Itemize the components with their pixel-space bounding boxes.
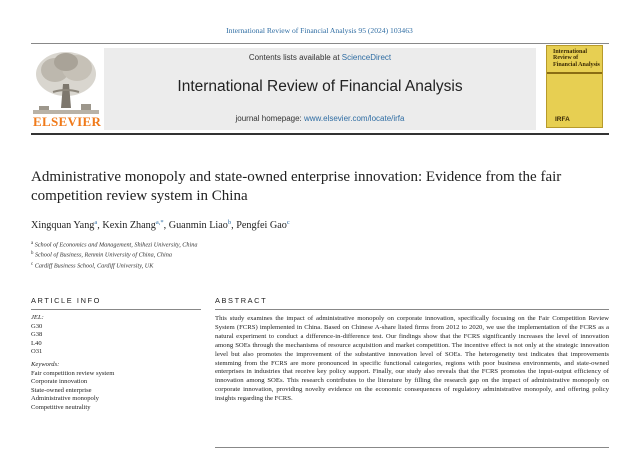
keyword-item: State-owned enterprise [31,386,92,394]
keyword-item: Fair competition review system [31,369,115,377]
affiliation-item [31,250,197,260]
journal-title[interactable]: International Review of Financial Analysis [177,78,463,95]
author-name[interactable]: Kexin Zhang [102,220,156,231]
header-bottom-rule [31,133,609,135]
author-name[interactable]: Xingquan Yang [31,220,95,231]
cover-band [547,72,602,74]
jel-label: JEL: [31,314,44,321]
jel-code: L40 [31,339,42,347]
abstract-heading: ABSTRACT [215,296,268,305]
keywords-label: Keywords: [31,360,60,368]
keyword-item: Administrative monopoly [31,395,99,403]
author-affil-mark[interactable]: a,* [155,219,164,226]
homepage-line [104,114,536,123]
jel-code: G30 [31,322,43,330]
affiliation-item [31,240,197,250]
author-separator: , [163,220,169,231]
article-info-panel [31,314,201,413]
abstract-rule-top [215,309,609,310]
author-list [31,219,290,231]
affiliation-list [31,240,197,271]
elsevier-wordmark: ELSEVIER [33,114,102,129]
article-info-rule [31,309,201,310]
keyword-item: Competitive neutrality [31,403,91,411]
journal-reference[interactable]: International Review of Financial Analysis 95 (2024) 103463 [226,26,413,35]
header-top-rule [31,43,609,44]
author-separator: , [97,220,103,231]
affiliation-text: Cardiff Business School, Cardiff University, UK [34,262,154,270]
keyword-item: Corporate innovation [31,378,88,386]
cover-footer: IRFA [555,116,570,123]
abstract-rule-bottom [215,447,609,448]
contents-prefix: Contents lists available at [248,53,342,62]
jel-code: G38 [31,331,43,339]
author-affil-mark[interactable]: b [227,219,232,226]
affiliation-item [31,261,197,271]
author-name[interactable]: Guanmin Liao [168,220,228,231]
author-affil-mark[interactable]: a [94,219,98,226]
journal-cover[interactable] [546,45,603,128]
contents-line [104,53,536,62]
affiliation-mark: c [31,261,34,267]
sciencedirect-link[interactable]: ScienceDirect [341,53,392,62]
author-affil-mark[interactable]: c [286,219,290,226]
article-info-heading: ARTICLE INFO [31,296,101,305]
article-title: Administrative monopoly and state-owned enterprise innovation: Evidence from the fair competition review system in China [31,169,562,204]
affiliation-mark: b [31,251,34,257]
homepage-link[interactable]: www.elsevier.com/locate/irfa [304,114,405,123]
author-separator: , [231,220,237,231]
author-name[interactable]: Pengfei Gao [236,220,287,231]
affiliation-text: School of Business, Renmin University of China, China [34,251,172,259]
abstract-body: This study examines the impact of administrative monopoly on corporate innovation, specifically focusing on the Fair Competition Review System (FCRS) implemented in China. Based on Chinese A-share listed firms from 2012 to 2020, we use the implementation of the FCRS as a natural experiment to conduct a difference-in-difference test. Our findings show that the FCRS significantly increases the level of innovation among SOEs through the mechanisms of resource acquisition and market competition. The incentive effect is not only at the strategic innovation level but also promotes the improvement of the substantive innovation level of SOEs. The heterogeneity test indicates that improvements stemming from the FCRS are more pronounced in specific functional categories, regions with poor business environments, and state-owned enterprises in industries that receive key policy support. Finally, our study also reveals that the FCRS promotes the input-output efficiency of innovation among SOEs. This research contributes to the literature by filling the research gap on the impact of administrative monopoly on corporate innovation, providing novelty evidence on the economic consequences of regulatory administrative monopoly, and offering policy insights regarding the FCRS. [215,315,609,403]
homepage-prefix: journal homepage: [235,114,304,123]
affiliation-mark: a [31,241,34,246]
jel-code: O31 [31,348,43,356]
cover-title: International Review of Financial Analysis [553,49,600,68]
affiliation-text: School of Economics and Management, Shihezi University, China [34,241,198,249]
